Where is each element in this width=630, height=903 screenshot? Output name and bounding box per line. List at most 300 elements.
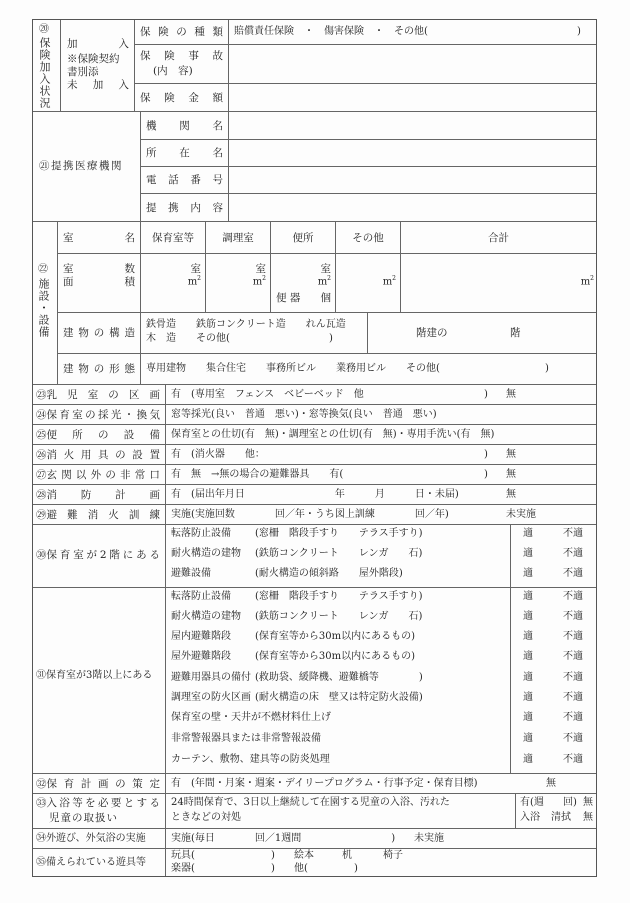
s22-chouri-count-cell[interactable] [206,253,271,312]
row24-label [36,409,160,421]
s31-ok-option[interactable]: 適 [523,651,533,662]
s21-r2-label-cell [141,166,229,193]
row28-label [36,489,160,501]
s31-item-name: 非常警報器具または非常警報設備 [171,733,321,744]
s22-count-label-cell [58,253,141,312]
s21-r1-value[interactable] [229,139,596,166]
label-char: 額 [212,92,223,104]
s30-ng-option[interactable]: 不適 [563,568,583,579]
s31-ng-option[interactable]: 不適 [563,631,583,642]
s20-accident-label-cell [135,45,229,84]
label-char: 携 [168,202,179,214]
label-char: 室 [73,549,84,561]
s22-room-sonota [336,221,401,253]
label-char: 画 [149,489,160,501]
s22-structure-label [63,327,135,339]
row24-label-cell [33,404,166,424]
s20-accident-label2: (内 容) [153,65,193,77]
s31-ng-option[interactable]: 不適 [563,754,583,765]
s21-r3-label [146,202,223,214]
s34-label-cell [33,828,166,848]
label-char: 計 [80,778,92,790]
row25-label-cell [33,424,166,444]
s22-floors-text: 階建の [416,327,448,339]
s35-desk: 机 [342,850,352,861]
label-char: 関 [61,469,72,481]
unit-area-m: m [187,276,198,288]
s31-ok-option[interactable]: 適 [523,733,533,744]
label-char: ㉓乳 [36,389,57,401]
s31-item-name: 調理室の防火区画 [171,692,251,703]
s31-ng-option[interactable]: 不適 [563,651,583,662]
s21-title: ㉑提携医療機関 [39,160,123,172]
s35-chair: 椅子 [383,850,403,861]
label-char: 種 [194,26,205,38]
s20-notjoin-char: 未 [67,79,78,91]
label-char: の [108,389,119,401]
label-char: 画 [149,389,160,401]
s34-none: 未実施 [414,833,444,844]
label-char: 造 [124,327,135,339]
s20-type-label [140,26,223,38]
s33-opt-bath: 入浴 [520,812,540,823]
label-char: 換 [136,409,148,421]
s34-label: ㉞外遊び、外気浴の実施 [36,833,146,844]
row26-label [36,449,160,461]
label-char: 具 [97,449,109,461]
s20-type-value: 賠償責任保険 ・ 傷害保険 ・ その他( [234,26,428,37]
s30-ok-option[interactable]: 適 [523,548,533,559]
s31-ng-option[interactable]: 不適 [563,591,583,602]
s30-item-detail: (耐火構造の傾斜路 屋外階段) [255,568,403,579]
label-char: 容 [212,202,223,214]
label-char: の [85,409,96,421]
s31-item-detail: (耐火構造の床 壁又は特定防火設備) [255,692,423,703]
label-char: 電 [146,174,157,186]
s22-room-label [63,232,135,244]
row27-label [36,469,160,481]
s32-value: 有 (年間・月案・週案・デイリープログラム・行事予定・保育目標) [171,778,478,789]
s20-join-char: 入 [118,38,129,50]
s33-label1 [36,797,160,809]
s33-opt-none1: 無 [583,797,593,808]
label-char: 番 [190,174,201,186]
label-char: が [86,549,98,561]
s31-ng-option[interactable]: 不適 [563,692,583,703]
s20-join-char: 加 [67,38,78,50]
label-char: 話 [168,174,179,186]
unit-room: 室 [255,263,266,275]
s22-sonota-area-cell[interactable] [336,253,401,312]
toilet-unit: 個 [320,292,331,304]
label-char: 火 [63,449,75,461]
s33-opt-times: 回) [563,797,577,808]
s30-item-name: 転落防止設備 [171,528,231,539]
label-char: ㉜保 [36,778,57,790]
label-char: 設 [132,449,143,461]
s35-value-cell[interactable] [166,848,596,876]
label-char: の [93,363,105,375]
label-char: 名 [212,120,223,132]
s20-status-join [67,38,129,50]
s20-amount-value-cell[interactable] [229,84,596,111]
label-char: 以 [75,469,87,481]
s20-status-note2: 書別添 [67,66,99,78]
s32-none: 無 [546,778,556,789]
label-char: 在 [179,147,190,159]
s31-ok-option[interactable]: 適 [523,631,533,642]
label-char: 提 [146,202,157,214]
label-char: 故 [212,50,223,62]
label-char: 消 [87,509,99,521]
row26-close: ) [484,449,488,460]
unit-area [581,276,594,288]
label-char: 積 [124,276,135,288]
s33-value-cell [166,793,516,828]
label-char: 訓 [128,509,140,521]
row28-value-cell[interactable] [166,484,596,504]
s31-item-detail: (救助袋、緩降機、避難橋等 ) [255,672,423,683]
label-char: 区 [128,389,140,401]
label-char: 練 [149,509,160,521]
label-char: 態 [124,363,135,375]
row23-close: ) [484,389,488,400]
s35-picturebook: 絵本 [294,850,314,861]
s21-r3-label-cell [141,193,229,221]
label-char: 所 [146,147,157,159]
row25-label [36,429,160,441]
label-char: 建 [63,363,74,375]
label-char: 2 [99,549,107,561]
label-char: ㉚保 [36,549,57,561]
s31-item-name: 屋内避難階段 [171,631,231,642]
label-char: る [149,797,160,809]
s22-structure-line2: 木 造 その他( [146,333,230,344]
unit-area-m: m [382,276,393,288]
s22-form-label-cell [58,353,141,384]
s22-structure-line1: 鉄骨造 鉄筋コンクリート造 れん瓦造 [146,319,346,330]
s34-value-cell[interactable] [166,828,596,848]
s22-form-value-cell[interactable] [141,353,596,384]
s22-floors-unit: 階 [510,327,521,339]
s31-item-name: 避難用器具の備付 [171,672,251,683]
room-name: 保育室等 [152,232,194,244]
s20-status-notjoin [67,79,129,91]
unit-area [188,276,201,288]
unit-area [383,276,396,288]
label-char: 育 [63,778,75,790]
label-char: 定 [149,778,160,790]
s31-ng-option[interactable]: 不適 [563,611,583,622]
label-char: ㉖消 [36,449,57,461]
label-char: 室 [72,409,83,421]
s22-area-label [63,276,135,288]
room-name: 調理室 [222,232,254,244]
row23-value: 有 (専用室 フェンス ベビーベッド 他 [171,389,364,400]
s21-r0-value[interactable] [229,111,596,139]
s31-ok-option[interactable]: 適 [523,672,533,683]
s35-toys-close: ) [271,850,275,861]
s20-title: 保険加入状況 [38,37,51,109]
unit-area-m: m [580,276,591,288]
row28-label-cell [33,484,166,504]
s31-ng-option[interactable]: 不適 [563,733,583,744]
s31-item-detail: (保育室等から30m以内にあるもの) [255,651,416,662]
unit-area [318,276,331,288]
label-char: 階 [109,549,120,561]
s22-room-chourishitsu [206,221,271,253]
s35-label-cell [33,848,166,876]
s22-room-hoikushitsu [141,221,206,253]
row29-value-cell[interactable] [166,504,596,524]
row25-value: 保育室との仕切(有 無)・調理室との仕切(有 無)・専用手洗い(有 無) [171,429,495,440]
label-char: 必 [98,797,109,809]
label-char: る [149,549,160,561]
s20-amount-label [140,92,223,104]
s33-options-cell[interactable] [516,793,596,828]
s22-form-label [63,363,135,375]
row29-value: 実施(実施回数 回／年・うち図上訓練 回／年) [171,509,449,520]
s21-r1-label [146,147,223,159]
s31-item-name: 保育室の壁・天井が不燃材料仕上げ [171,712,331,723]
s22-benjo-count-cell[interactable] [271,253,336,312]
label-char: 育 [59,409,70,421]
label-char: の [93,327,105,339]
s35-instruments: 楽器( [171,863,195,874]
label-char: 口 [149,469,160,481]
form-table [32,19,597,877]
s21-title-cell [33,111,141,221]
unit-area-m: m [252,276,263,288]
label-char: 気 [149,409,160,421]
s22-title: 施設・設備 [37,278,50,338]
s20-type-close: ) [577,26,581,37]
label-char: 構 [109,327,120,339]
s30-ng-option[interactable]: 不適 [563,548,583,559]
label-char: 備 [149,429,160,441]
s30-ng-option[interactable]: 不適 [563,528,583,539]
s22-num: ㉒ [38,264,48,275]
label-char: 険 [164,92,175,104]
label-char: 育 [59,549,71,561]
s21-r2-value[interactable] [229,166,596,193]
label-char: 機 [146,120,157,132]
room-name: 便所 [292,232,314,244]
label-char: 児 [67,389,78,401]
label-char: 外 [90,469,102,481]
s30-item-detail: (鉄筋コンクリート レンガ 石) [255,548,423,559]
label-char: ㉕便 [36,429,57,441]
s20-accident-label [140,50,223,62]
s33-label2: 児童の取扱い [49,812,118,824]
s31-label: ㉛保育室が3階以上にある [36,670,153,681]
row23-label [36,389,160,401]
label-char: の [98,429,109,441]
row23-label-cell [33,384,166,404]
s30-ok-option[interactable]: 適 [523,568,533,579]
s22-floors-cell[interactable] [368,312,596,353]
label-char: 保 [140,26,151,38]
label-char: と [123,797,135,809]
label-char: の [105,469,116,481]
unit-area-sup: 2 [262,275,266,282]
s30-item-detail: (窓柵 階段手すり テラス手すり) [255,528,423,539]
label-char: 設 [123,429,135,441]
s21-r0-label-cell [141,111,229,139]
s31-ok-option[interactable]: 適 [523,611,533,622]
s22-structure-value-cell[interactable] [141,312,368,353]
label-char: 関 [179,120,190,132]
label-char: 険 [158,26,169,38]
s31-ng-option[interactable]: 不適 [563,712,583,723]
unit-area-sup: 2 [327,275,331,282]
label-char: 光 [110,409,122,421]
s22-room-benjo [271,221,336,253]
s20-amount-label-cell [135,84,229,111]
s31-item-detail: (鉄筋コンクリート レンガ 石) [255,611,423,622]
row23-value-cell[interactable] [166,384,596,404]
s35-toys: 玩具( [171,850,195,861]
label-char: に [122,549,134,561]
s31-item-name: 耐火構造の建物 [171,611,241,622]
row27-none: 無 [506,469,516,480]
s20-num: ⑳ [39,24,49,35]
s21-r1-label-cell [141,139,229,166]
label-char: 内 [190,202,201,214]
unit-area-sup: 2 [392,275,396,282]
s31-item-name: カーテン、敷物、建具等の防炎処理 [171,754,330,765]
s22-room-label-cell [58,221,141,253]
s20-type-value-cell[interactable] [229,20,596,45]
s20-notjoin-char: 加 [92,79,104,91]
label-char: 非 [120,469,131,481]
label-char: 採 [98,409,109,421]
s20-accident-value-cell[interactable] [229,45,596,84]
label-char: 要 [110,797,122,809]
label-char: 室 [63,263,74,275]
label-char: 室 [87,389,99,401]
unit-area [253,276,266,288]
unit-area-sup: 2 [590,275,594,282]
unit-room: 室 [190,263,201,275]
row27-value: 有 無 →無の場合の避難器具 有( [171,469,344,480]
s31-ok-option[interactable]: 適 [523,712,533,723]
unit-area-sup: 2 [197,275,201,282]
s20-type-label-cell [135,20,229,45]
row27-label-cell [33,464,166,484]
s31-ng-option[interactable]: 不適 [563,672,583,683]
row23-none: 無 [506,389,516,400]
label-char: 難 [67,509,78,521]
row26-value-cell[interactable] [166,444,596,464]
label-char: 険 [164,50,175,62]
s35-label: ㉟備えられている遊具等 [36,857,146,868]
s20-title-cell [33,20,61,111]
s22-goukei-area-cell[interactable] [401,253,596,312]
room-name: その他 [352,232,384,244]
label-char: の [115,449,126,461]
s31-ok-option[interactable]: 適 [523,692,533,703]
s22-hoiku-count-cell[interactable] [141,253,206,312]
label-char: 形 [109,363,120,375]
s30-label [36,549,160,561]
label-char: 用 [80,449,92,461]
label-char: ㉗玄 [36,469,57,481]
s33-opt-none2: 無 [583,812,593,823]
label-char: 火 [108,509,119,521]
label-char: ・ [123,409,135,421]
label-char: を [85,797,96,809]
row27-close: ) [484,469,488,480]
s21-r2-label [146,174,223,186]
row24-value-cell[interactable] [166,404,596,424]
label-char: 浴 [59,797,70,809]
row29-label-cell [33,504,166,524]
s30-judgement-cell [511,524,596,587]
s32-label [36,778,160,790]
label-char: ㉘消 [36,489,57,501]
s31-ok-option[interactable]: 適 [523,754,533,765]
s33-value2: ときなどの対処 [171,812,241,823]
s32-value-cell[interactable] [166,773,596,793]
row27-value-cell[interactable] [166,464,596,484]
label-char: 号 [212,174,223,186]
label-char: 保 [140,50,151,62]
s30-item-name: 耐火構造の建物 [171,548,241,559]
label-char: 金 [188,92,199,104]
s31-judgement-cell [511,587,596,773]
row28-none: 無 [506,489,516,500]
s31-items-cell [166,587,511,773]
row26-none: 無 [506,449,516,460]
label-char: 物 [78,363,89,375]
label-char: 画 [97,778,109,790]
label-char: 物 [78,327,89,339]
s33-opt-weekly: 有(週 [520,797,544,808]
room-name: 合計 [488,232,509,244]
s21-r3-value[interactable] [229,193,596,221]
s31-item-detail: (窓柵 階段手すり テラス手すり) [255,591,423,602]
label-char: 常 [134,469,146,481]
s20-status-note1: ※保険契約 [67,53,120,65]
row29-label [36,509,160,521]
s30-items-cell [166,524,511,587]
label-char: 策 [132,778,143,790]
label-char: 所 [72,429,83,441]
s31-item-detail: (保育室等から30m以内にあるもの) [255,631,416,642]
s33-value1: 24時間保育で、3日以上継続して在園する児童の入浴、汚れた [171,797,450,808]
row28-value: 有 (届出年月日 年 月 日・未届) [171,489,459,500]
s30-ok-option[interactable]: 適 [523,528,533,539]
s30-label-cell [33,524,166,587]
s22-title-cell [33,221,58,384]
label-char: 名 [212,147,223,159]
s33-opt-wipe: 清拭 [551,812,571,823]
unit-room: 室 [320,263,331,275]
s31-label-cell [33,587,166,773]
s33-label-cell [33,793,166,828]
label-char: 事 [188,50,199,62]
label-char: 類 [212,26,223,38]
row25-value-cell[interactable] [166,424,596,444]
label-char: の [176,26,187,38]
s31-ok-option[interactable]: 適 [523,591,533,602]
label-char: 防 [80,489,92,501]
label-char: 名 [124,232,135,244]
s31-item-name: 屋外避難階段 [171,651,231,662]
s30-item-name: 避難設備 [171,568,211,579]
row24-value: 窓等採光(良い 普通 悪い)・窓等換気(良い 普通 悪い) [171,409,437,420]
